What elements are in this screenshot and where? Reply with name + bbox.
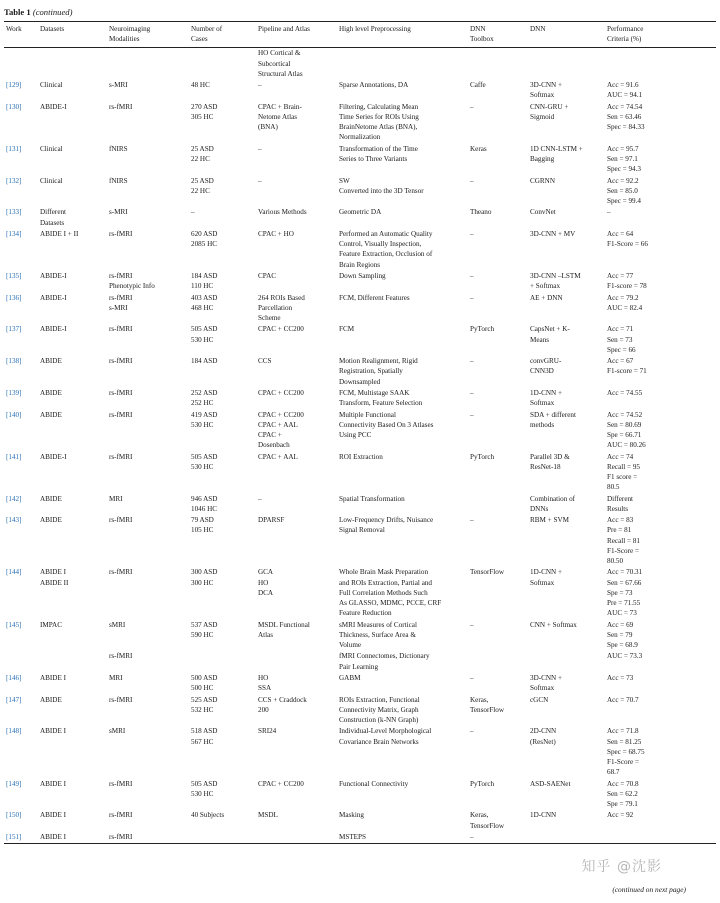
table-caption-note: (continued) [32,7,73,17]
cell-cases: 500 ASD 500 HC [191,673,218,693]
cell-work-ref[interactable]: [151] [6,832,22,841]
cell-work-ref[interactable]: [135] [6,271,22,280]
cell-preprocessing [337,48,468,80]
cell-toolbox: – [470,176,474,185]
cell-cases: 184 ASD [191,357,218,366]
cell-dataset: ABIDE-I [40,293,67,302]
table-row [4,620,716,652]
cell-modality: rs-fMRI [109,229,133,238]
table-row [4,48,716,80]
header-row [4,22,716,48]
cell-performance: Acc = 74.54 Sen = 63.46 Spec = 84.33 [607,102,645,132]
cell-work-ref[interactable]: [137] [6,325,22,334]
cell-performance: Acc = 70.8 Sen = 62.2 Spe = 79.1 [607,779,639,808]
cell-dnn: 3D-CNN + MV [530,229,576,238]
cell-work-ref[interactable]: [140] [6,410,22,419]
cell-preprocessing: Motion Realignment, Rigid Registration, Spatially Downsampled [339,357,418,386]
cell-toolbox: Keras, TensorFlow [470,811,505,830]
cell-dataset: Clinical [40,144,63,153]
table-label: Table 1 [4,7,31,17]
cell-dataset: ABIDE I [40,811,66,820]
column-header: Datasets [40,25,65,33]
cell-cases: 620 ASD 2085 HC [191,229,218,249]
column-header: Number of Cases [191,25,223,44]
cell-preprocessing: Whole Brain Mask Preparation and ROIs Extraction, Partial and Full Correlation Methods Such As GLASSO, MDMC, PCCE, CRF Feature Reduction [339,568,442,618]
cell-pipeline-atlas: CCS [258,357,272,366]
cell-preprocessing: Geometric DA [339,208,382,217]
cell-dnn: Parallel 3D & ResNet-18 [530,452,570,471]
cell-dataset: ABIDE-I [40,271,67,280]
cell-preprocessing: Performed an Automatic Quality Control, Visually Inspection, Feature Extraction, Occlusion of Brain Regions [339,229,433,269]
cell-dataset: ABIDE I [40,832,66,841]
cell-toolbox [468,651,528,673]
cell-dnn: AE + DNN [530,293,563,302]
table-row [4,673,716,695]
watermark: 知乎 @沈影 [581,859,662,875]
cell-work-ref[interactable]: [146] [6,673,22,682]
cell-dnn: 3D-CNN + Softmax [530,81,562,100]
cell-toolbox: – [470,832,474,841]
table-row [4,651,716,673]
cell-toolbox [468,48,528,80]
cell-dataset: ABIDE [40,494,62,503]
cell-pipeline-atlas: CPAC + Brain- Netome Atlas (BNA) [258,102,302,132]
cell-cases: 48 HC [191,81,210,90]
cell-toolbox: PyTorch [470,452,495,461]
cell-pipeline-atlas: SRI24 [258,727,277,736]
cell-toolbox: – [470,410,474,419]
literature-table [4,21,716,844]
cell-dataset: ABIDE [40,516,62,525]
table-row [4,388,716,410]
cell-work-ref[interactable]: [136] [6,293,22,302]
cell-modality: s-MRI [109,208,128,217]
cell-modality: rs-fMRI [109,102,133,111]
cell-pipeline-atlas: MSDL Functional Atlas [258,620,310,639]
cell-performance: Acc = 74 Recall = 95 F1 score = 80.5 [607,452,640,492]
cell-dnn: RBM + SVM [530,516,569,525]
cell-dnn: SDA + different methods [530,410,576,429]
cell-dataset: ABIDE I [40,673,66,682]
cell-preprocessing: Masking [339,811,364,820]
cell-performance: – [607,208,611,217]
cell-cases: 525 ASD 532 HC [191,695,218,714]
cell-pipeline-atlas: MSDL [258,811,278,820]
cell-dnn: 2D-CNN (ResNet) [530,727,557,746]
cell-pipeline-atlas: Various Methods [258,208,307,217]
cell-modality: rs-fMRI [109,325,133,334]
table-row [4,144,716,176]
cell-pipeline-atlas: – [258,81,262,90]
column-header: Neuroimaging Modalities [109,25,151,44]
cell-dnn: CNN + Softmax [530,620,577,629]
cell-toolbox: – [470,727,474,736]
cell-dnn [528,48,605,80]
cell-dataset: ABIDE [40,410,62,419]
cell-modality [107,48,189,80]
cell-dnn: CapsNet + K- Means [530,325,570,344]
cell-pipeline-atlas: CPAC + CC200 [258,388,304,397]
cell-performance: Acc = 69 Sen = 79 Spe = 68.9 [607,620,638,649]
table-header [4,22,716,48]
cell-dataset: ABIDE [40,357,62,366]
cell-toolbox: – [470,293,474,302]
cell-pipeline-atlas [256,832,337,844]
cell-work-ref[interactable]: [145] [6,620,22,629]
cell-modality: rs-fMRI [109,410,133,419]
table-row [4,80,716,102]
cell-dnn: ASD-SAENet [530,779,571,788]
cell-cases: 300 ASD 300 HC [191,568,218,587]
cell-work-ref[interactable]: [130] [6,102,22,111]
cell-preprocessing: Sparse Annotations, DA [339,81,409,90]
cell-dnn: 1D CNN-LSTM + Bagging [530,144,583,163]
cell-pipeline-atlas: DPARSF [258,516,285,525]
cell-work-ref[interactable]: [149] [6,779,22,788]
cell-toolbox: PyTorch [470,779,495,788]
cell-modality: s-MRI [109,81,128,90]
cell-dnn: 3D-CNN –LSTM + Softmax [530,271,581,291]
cell-cases [189,651,256,673]
cell-modality: rs-fMRI [109,357,133,366]
cell-toolbox: – [470,102,474,111]
column-header: DNN Toolbox [470,25,494,44]
cell-dnn: 1D-CNN [530,811,557,820]
cell-dnn [528,651,605,673]
cell-pipeline-atlas: 264 ROIs Based Parcellation Scheme [258,293,305,322]
cell-preprocessing: sMRI Measures of Cortical Thickness, Surface Area & Volume [339,620,417,649]
table-row [4,271,716,293]
cell-modality: rs-fMRI s-MRI [109,293,133,312]
cell-dataset: ABIDE [40,388,62,397]
cell-pipeline-atlas: CPAC + CC200 [258,779,304,788]
cell-modality: rs-fMRI [109,516,133,525]
cell-work-ref[interactable]: [150] [6,811,22,820]
column-header: Pipeline and Atlas [258,25,310,33]
cell-preprocessing: fMRI Connectomes, Dictionary Pair Learning [339,652,430,671]
cell-dnn: CNN-GRU + Sigmoid [530,102,569,121]
table-row [4,356,716,388]
cell-cases: 25 ASD 22 HC [191,144,214,163]
cell-preprocessing: ROIs Extraction, Functional Connectivity Matrix, Graph Construction (k-NN Graph) [339,695,420,724]
cell-work-ref[interactable]: [132] [6,176,22,185]
table-row [4,229,716,271]
cell-dnn [528,832,605,844]
cell-preprocessing: ROI Extraction [339,452,383,461]
cell-work-ref[interactable]: [141] [6,452,22,461]
cell-toolbox: Keras, TensorFlow [470,695,505,714]
column-header: High level Preprocessing [339,25,411,33]
cell-work-ref[interactable]: [129] [6,81,22,90]
cell-modality: rs-fMRI [109,568,133,577]
cell-toolbox: – [470,229,474,238]
cell-work-ref[interactable]: [147] [6,695,22,704]
cell-preprocessing: Transformation of the Time Series to Three Variants [339,144,418,163]
cell-preprocessing: FCM, Multistage SAAK Transform, Feature Selection [339,388,423,408]
cell-performance: Acc = 77 F1-score = 78 [607,271,647,291]
table-body [4,48,716,844]
cell-preprocessing: Multiple Functional Connectivity Based On 3 Atlases Using PCC [339,410,434,439]
cell-pipeline-atlas: HO SSA [258,673,272,693]
table-row [4,207,716,229]
cell-work-ref[interactable]: [148] [6,727,22,736]
cell-cases: 184 ASD 110 HC [191,271,218,291]
table-row [4,410,716,452]
cell-pipeline-atlas: CPAC + CC200 [258,325,304,334]
cell-modality: sMRI [109,727,126,736]
table-row [4,494,716,516]
table-row [4,832,716,844]
cell-performance [605,48,716,80]
cell-preprocessing: MSTEPS [339,832,366,841]
cell-dataset: ABIDE I [40,727,66,736]
cell-dnn: Combination of DNNs [530,494,576,513]
cell-pipeline-atlas [256,651,337,673]
cell-toolbox [468,494,528,516]
cell-dataset: ABIDE [40,695,62,704]
cell-preprocessing: Individual-Level Morphological Covariance Brain Networks [339,727,432,746]
table-row [4,293,716,325]
cell-preprocessing: Low-Frequency Drifts, Nuisance Signal Removal [339,516,434,535]
cell-toolbox: PyTorch [470,325,495,334]
cell-modality: rs-fMRI [109,832,133,841]
cell-performance: Acc = 95.7 Sen = 97.1 Spec = 94.3 [607,144,641,174]
cell-dataset [38,651,107,673]
cell-modality: fNIRS [109,176,128,185]
cell-performance [605,832,716,844]
cell-dataset: ABIDE I ABIDE II [40,568,69,587]
cell-cases: 537 ASD 590 HC [191,620,218,639]
cell-performance: Acc = 73 [607,673,634,682]
cell-modality: rs-fMRI [109,388,133,397]
cell-work-ref[interactable]: [142] [6,494,22,503]
cell-modality: rs-fMRI [109,779,133,788]
column-header: Performance Criteria (%) [607,25,644,44]
cell-pipeline-atlas: – [258,494,262,503]
cell-preprocessing: FCM [339,325,355,334]
cell-cases: 518 ASD 567 HC [191,727,218,746]
cell-dataset: Clinical [40,81,63,90]
cell-dataset: ABIDE-I [40,325,67,334]
cell-cases: 270 ASD 305 HC [191,102,218,121]
cell-work-ref[interactable] [4,48,38,80]
cell-work-ref[interactable]: [134] [6,229,22,238]
cell-modality: rs-fMRI [109,652,133,661]
cell-pipeline-atlas: – [258,176,262,185]
cell-work-ref[interactable]: [143] [6,516,22,525]
cell-cases: 25 ASD 22 HC [191,176,214,195]
cell-toolbox: – [470,388,474,397]
cell-performance: Acc = 71 Sen = 73 Spec = 66 [607,325,636,354]
table-row [4,102,716,144]
cell-dataset: Different Datasets [40,208,67,227]
cell-cases [189,832,256,844]
cell-performance: Acc = 83 Pre = 81 Recall = 81 F1-Score = 80.50 [607,516,640,565]
cell-dataset: ABIDE I + II [40,229,79,238]
cell-preprocessing: Filtering, Calculating Mean Time Series for ROIs Using BrainNetome Atlas (BNA), Normalization [339,102,419,142]
cell-performance: Acc = 70.7 [607,695,639,704]
cell-performance: Acc = 92 [607,811,634,820]
cell-performance: Acc = 79.2 AUC = 82.4 [607,293,643,312]
cell-cases: 79 ASD 105 HC [191,516,214,535]
table-row [4,567,716,619]
cell-cases: 419 ASD 530 HC [191,410,218,429]
cell-toolbox: Caffe [470,81,486,90]
cell-modality: rs-fMRI [109,811,133,820]
column-header: Work [6,25,22,33]
cell-modality: sMRI [109,620,126,629]
cell-pipeline-atlas: HO Cortical & Subcortical Structural Atlas [258,49,303,78]
cell-work-ref[interactable]: [131] [6,144,22,153]
cell-dnn: 1D-CNN + Softmax [530,388,562,408]
cell-pipeline-atlas: CPAC + HO [258,229,294,238]
cell-preprocessing: GABM [339,673,361,682]
table-row [4,452,716,494]
cell-toolbox: – [470,673,474,682]
cell-performance: Acc = 67 F1-score = 71 [607,357,647,376]
cell-pipeline-atlas: CCS + Craddock 200 [258,695,307,714]
cell-modality: MRI [109,673,123,682]
cell-dnn: CGRNN [530,176,555,185]
table-row [4,726,716,778]
cell-performance: Acc = 71.8 Sen = 81.25 Spec = 68.75 F1-Score = 68.7 [607,727,645,777]
cell-dataset: ABIDE I [40,779,66,788]
table-row [4,695,716,727]
cell-toolbox: Keras [470,144,487,153]
cell-work-ref[interactable] [4,651,38,673]
cell-pipeline-atlas: CPAC + CC200 CPAC + AAL CPAC + Dosenbach [258,410,304,450]
cell-dataset: ABIDE-I [40,102,67,111]
cell-preprocessing: Functional Connectivity [339,779,409,788]
cell-modality: rs-fMRI [109,695,133,704]
cell-dataset [38,48,107,80]
cell-modality: MRI [109,494,123,503]
cell-modality: fNIRS [109,144,128,153]
cell-dnn: 1D-CNN + Softmax [530,568,562,587]
cell-work-ref[interactable]: [138] [6,357,22,366]
cell-work-ref[interactable]: [144] [6,568,22,577]
table-row [4,810,716,832]
cell-dataset: ABIDE-I [40,452,67,461]
cell-work-ref[interactable]: [139] [6,388,22,397]
continued-note: (continued on next page) [612,885,686,894]
cell-cases: 403 ASD 468 HC [191,293,218,312]
cell-toolbox: TensorFlow [470,568,505,577]
cell-pipeline-atlas: GCA HO DCA [258,568,274,597]
cell-cases: 505 ASD 530 HC [191,779,218,798]
cell-cases [189,48,256,80]
cell-performance: Different Results [607,494,634,513]
cell-performance: Acc = 91.6 AUC = 94.1 [607,81,643,100]
cell-pipeline-atlas: – [258,144,262,153]
cell-preprocessing: SW Converted into the 3D Tensor [339,176,424,195]
cell-preprocessing: FCM, Different Features [339,293,410,302]
table-row [4,176,716,208]
cell-dataset: Clinical [40,176,63,185]
table-row [4,324,716,356]
cell-cases: 505 ASD 530 HC [191,325,218,344]
cell-performance: Acc = 64 F1-Score = 66 [607,229,648,249]
cell-dnn: cGCN [530,695,549,704]
cell-preprocessing: Down Sampling [339,271,386,280]
cell-pipeline-atlas: CPAC + AAL [258,452,298,461]
cell-dnn: convGRU- CNN3D [530,357,562,376]
cell-performance: Acc = 74.55 [607,388,643,397]
column-header: DNN [530,25,546,33]
cell-cases: 946 ASD 1046 HC [191,494,218,513]
cell-cases: – [191,208,195,217]
cell-toolbox: – [470,516,474,525]
cell-cases: 252 ASD 252 HC [191,388,218,408]
cell-pipeline-atlas: CPAC [258,271,276,280]
cell-toolbox: Theano [470,208,492,217]
cell-modality: rs-fMRI [109,452,133,461]
cell-dnn: ConvNet [530,208,556,217]
cell-performance: AUC = 73.3 [607,652,643,661]
cell-performance: Acc = 92.2 Sen = 85.0 Spec = 99.4 [607,176,641,205]
cell-cases: 40 Subjects [191,811,225,820]
cell-modality: rs-fMRI Phenotypic Info [109,271,155,291]
cell-performance: Acc = 70.31 Sen = 67.66 Spe = 73 Pre = 71.55 AUC = 73 [607,568,643,618]
cell-toolbox: – [470,271,474,280]
cell-work-ref[interactable]: [133] [6,208,22,217]
cell-dnn: 3D-CNN + Softmax [530,673,562,693]
cell-preprocessing: Spatial Transformation [339,494,405,503]
table-row [4,515,716,567]
cell-dataset: IMPAC [40,620,62,629]
cell-performance: Acc = 74.52 Sen = 80.69 Spe = 66.71 AUC = 80.26 [607,410,646,450]
cell-toolbox: – [470,620,474,629]
cell-toolbox: – [470,357,474,366]
table-caption [4,7,72,17]
table-row [4,779,716,811]
cell-cases: 505 ASD 530 HC [191,452,218,471]
